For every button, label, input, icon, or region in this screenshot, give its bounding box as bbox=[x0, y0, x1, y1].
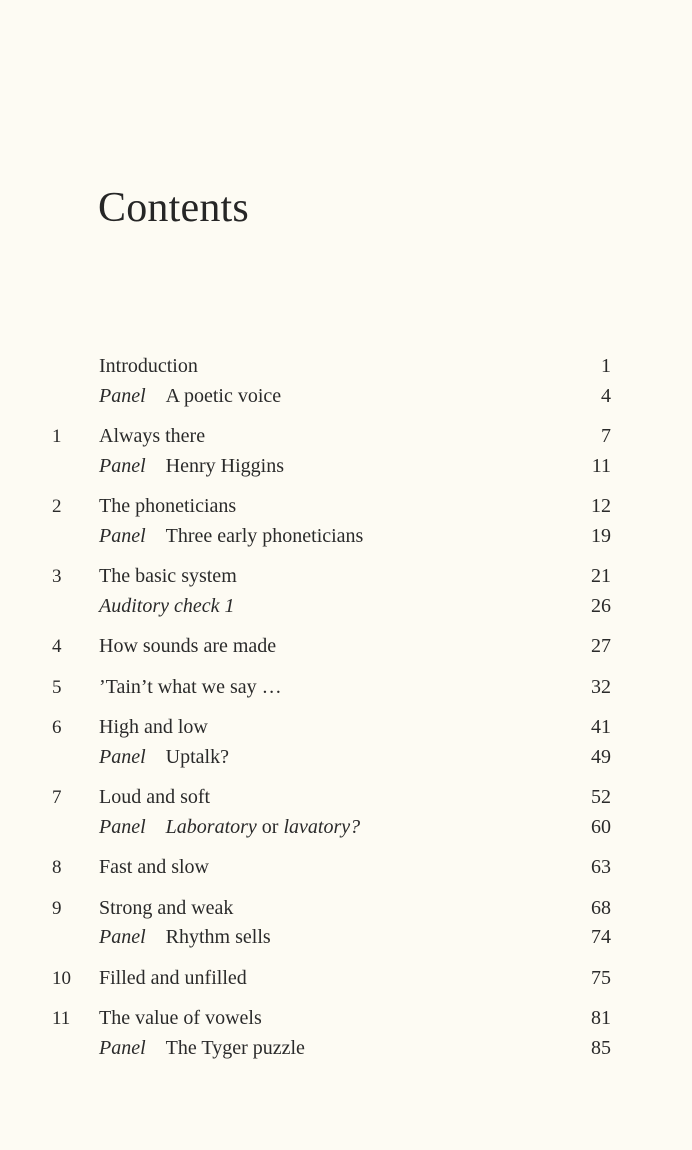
chapter-number: 2 bbox=[52, 496, 62, 517]
panel-label: Panel bbox=[99, 454, 146, 477]
page-number: 1 bbox=[601, 355, 611, 377]
toc-panel-entry bbox=[0, 813, 692, 843]
panel-label: Panel bbox=[99, 1036, 146, 1059]
panel-label: Panel bbox=[99, 524, 146, 547]
toc-panel-entry bbox=[0, 923, 692, 953]
entry-title: High and low bbox=[99, 716, 208, 738]
toc-entry bbox=[0, 964, 692, 994]
page-number: 26 bbox=[591, 594, 611, 617]
panel-title-connector: or bbox=[256, 815, 284, 838]
page-number: 85 bbox=[591, 1036, 611, 1059]
entry-title: Strong and weak bbox=[99, 896, 234, 919]
panel-title: The Tyger puzzle bbox=[165, 1036, 305, 1059]
page-number: 4 bbox=[601, 384, 611, 407]
page-number: 60 bbox=[591, 815, 611, 838]
chapter-number: 11 bbox=[52, 1008, 71, 1029]
chapter-number: 8 bbox=[52, 857, 62, 878]
panel-title: Rhythm sells bbox=[165, 926, 271, 948]
entry-title: The phoneticians bbox=[99, 495, 237, 517]
chapter-number: 5 bbox=[52, 676, 62, 698]
entry-title: Loud and soft bbox=[99, 786, 211, 808]
page-number: 52 bbox=[591, 786, 611, 808]
entry-title: ’Tain’t what we say … bbox=[99, 675, 282, 698]
chapter-number: 7 bbox=[52, 787, 62, 808]
chapter-number: 4 bbox=[52, 636, 62, 657]
table-of-contents bbox=[0, 352, 692, 1063]
chapter-number: 1 bbox=[52, 426, 62, 447]
toc-panel-entry bbox=[0, 382, 692, 412]
toc-panel-entry bbox=[0, 743, 692, 773]
toc-entry bbox=[0, 783, 692, 813]
page-number: 75 bbox=[591, 966, 611, 989]
panel-title: Henry Higgins bbox=[165, 454, 284, 477]
page-number: 19 bbox=[591, 524, 611, 547]
page-number: 12 bbox=[591, 495, 611, 517]
page-number: 49 bbox=[591, 745, 611, 768]
page-number: 63 bbox=[591, 856, 611, 878]
toc-entry bbox=[0, 1004, 692, 1034]
page-number: 32 bbox=[591, 675, 611, 698]
entry-title: Fast and slow bbox=[99, 856, 209, 878]
entry-title: Always there bbox=[99, 425, 206, 447]
toc-entry bbox=[0, 492, 692, 522]
toc-panel-entry bbox=[0, 1034, 692, 1064]
toc-panel-entry bbox=[0, 452, 692, 482]
sub-entry-title: Auditory check 1 bbox=[99, 594, 235, 617]
panel-title-italic: lavatory? bbox=[283, 815, 361, 838]
toc-entry bbox=[0, 853, 692, 883]
toc-entry bbox=[0, 632, 692, 662]
page-title: Contents bbox=[98, 185, 249, 232]
chapter-number: 9 bbox=[52, 897, 62, 919]
toc-panel-entry bbox=[0, 522, 692, 552]
entry-title: Introduction bbox=[99, 355, 198, 377]
panel-label: Panel bbox=[99, 745, 146, 768]
toc-entry bbox=[0, 352, 692, 382]
page-number: 27 bbox=[591, 635, 611, 657]
toc-entry bbox=[0, 894, 692, 924]
entry-title: The value of vowels bbox=[99, 1007, 262, 1029]
page-number: 41 bbox=[591, 716, 611, 738]
entry-title: How sounds are made bbox=[99, 635, 277, 657]
entry-title: The basic system bbox=[99, 565, 237, 587]
panel-label: Panel bbox=[99, 926, 146, 948]
toc-entry bbox=[0, 422, 692, 452]
panel-title: Three early phoneticians bbox=[165, 524, 364, 547]
chapter-number: 6 bbox=[52, 717, 62, 738]
panel-title: A poetic voice bbox=[165, 384, 282, 407]
chapter-number: 3 bbox=[52, 566, 62, 587]
panel-label: Panel bbox=[99, 815, 146, 838]
page-number: 21 bbox=[591, 565, 611, 587]
page-number: 11 bbox=[591, 454, 611, 477]
page-number: 68 bbox=[591, 896, 611, 919]
toc-entry bbox=[0, 713, 692, 743]
page-number: 81 bbox=[591, 1007, 611, 1029]
chapter-number: 10 bbox=[52, 967, 71, 989]
toc-entry bbox=[0, 673, 692, 703]
toc-entry bbox=[0, 562, 692, 592]
toc-sub-entry bbox=[0, 592, 692, 622]
page-number: 7 bbox=[601, 425, 611, 447]
panel-title: Uptalk? bbox=[165, 745, 229, 768]
entry-title: Filled and unfilled bbox=[99, 966, 247, 989]
page-number: 74 bbox=[591, 926, 611, 948]
panel-label: Panel bbox=[99, 384, 146, 407]
panel-title-italic: Laboratory bbox=[165, 815, 257, 838]
